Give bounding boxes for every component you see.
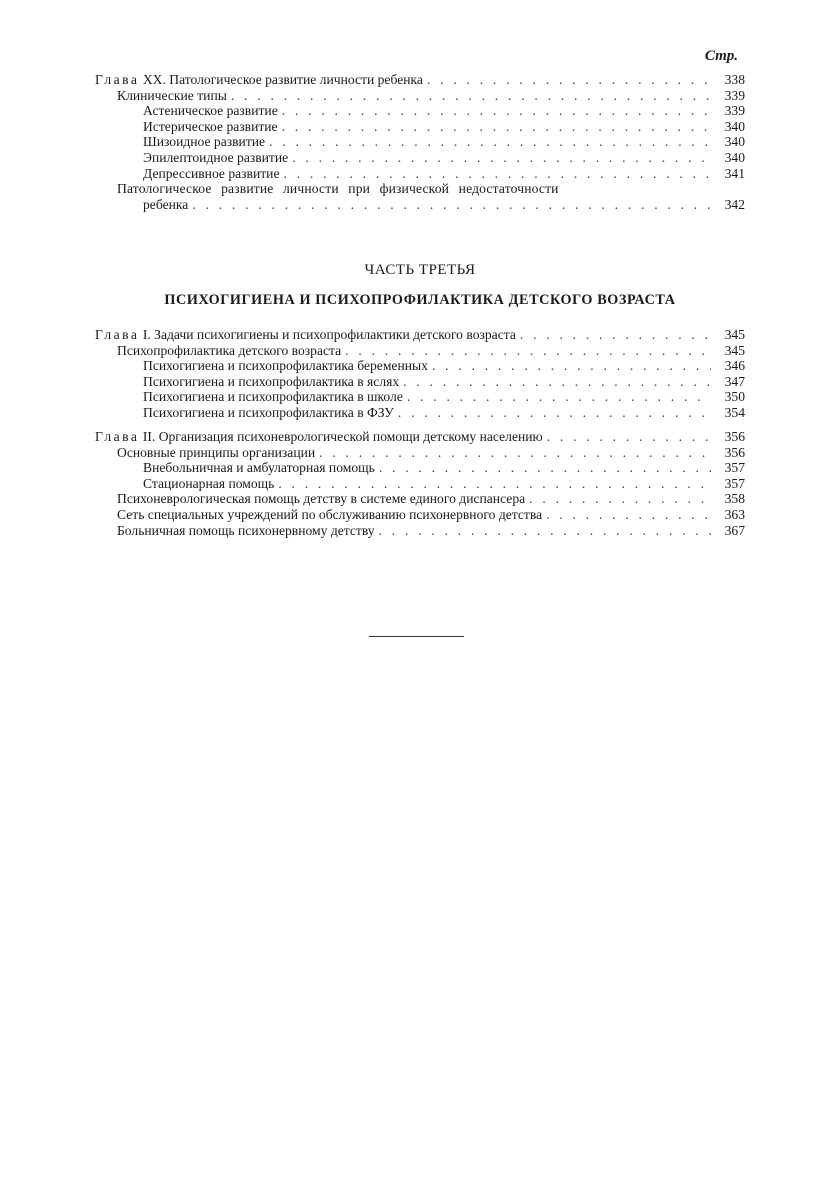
- toc-page-number: 340: [724, 149, 745, 165]
- toc-entry-title: Психоневрологическая помощь детству в системе единого диспансера: [117, 491, 526, 507]
- toc-entry: [95, 150, 745, 166]
- toc-entry: [95, 523, 745, 539]
- toc-entry: [95, 88, 745, 104]
- toc-entry-title: Депрессивное развитие: [143, 165, 280, 181]
- toc-page-number: 354: [724, 404, 745, 420]
- toc-entry: [95, 103, 745, 119]
- toc-entry-title: ребенка: [143, 196, 189, 212]
- toc-page-number: 358: [724, 491, 745, 507]
- toc-entry: [95, 358, 745, 374]
- toc-page-number: 340: [724, 134, 745, 150]
- toc-entry-title: Сеть специальных учреждений по обслуживанию психонервного детства: [117, 506, 543, 522]
- toc-entry-title: XX. Патологическое развитие личности ребенка: [142, 72, 423, 87]
- leader-dots: [319, 445, 711, 461]
- toc-entry-title: Эпилептоидное развитие: [143, 149, 289, 165]
- chapter-prefix: Глава: [95, 72, 140, 87]
- toc-entry: [95, 445, 745, 461]
- toc-entry-title: Внебольничная и амбулаторная помощь: [143, 460, 375, 476]
- toc-entry: [95, 374, 745, 390]
- leader-dots: [379, 460, 711, 476]
- toc-block-chapter-ii: [95, 429, 745, 538]
- toc-entry-wrapped-line2: [95, 197, 745, 213]
- toc-page-number: 356: [724, 444, 745, 460]
- toc-page-number: 339: [724, 103, 745, 119]
- toc-entry-title: Психогигиена и психопрофилактика в ФЗУ: [143, 404, 394, 420]
- toc-entry-title: Больничная помощь психонервному детству: [117, 522, 375, 538]
- toc-page-number: 342: [724, 196, 745, 212]
- leader-dots: [546, 507, 711, 523]
- leader-dots: [427, 72, 711, 88]
- toc-entry-title: Психогигиена и психопрофилактика беременных: [143, 358, 428, 374]
- toc-entry-title: Шизоидное развитие: [143, 134, 266, 150]
- leader-dots: [192, 197, 711, 213]
- toc-entry-title: II. Организация психоневрологической помощи детскому населению: [142, 429, 543, 444]
- leader-dots: [547, 429, 711, 445]
- leader-dots: [379, 523, 711, 539]
- toc-entry-title: Психогигиена и психопрофилактика в яслях: [143, 373, 400, 389]
- leader-dots: [432, 358, 711, 374]
- toc-page-number: 341: [724, 165, 745, 181]
- toc-entry: [95, 166, 745, 182]
- toc-page-number: 340: [724, 118, 745, 134]
- toc-chapter-entry: [95, 429, 745, 445]
- toc-entry-wrapped-line1: Патологическое развитие личности при физической недостаточности: [117, 181, 559, 197]
- toc-page-number: 356: [724, 429, 745, 444]
- toc-entry: [95, 134, 745, 150]
- toc-entry-title: Психопрофилактика детского возраста: [117, 342, 342, 358]
- leader-dots: [282, 103, 711, 119]
- section-title: ПСИХОГИГИЕНА И ПСИХОПРОФИЛАКТИКА ДЕТСКОГО ВОЗРАСТА: [164, 292, 676, 308]
- toc-page-number: 357: [724, 475, 745, 491]
- toc-entry-title: I. Задачи психогигиены и психопрофилактики детского возраста: [142, 327, 516, 342]
- toc-entry: [95, 119, 745, 135]
- toc-entry-title: Истерическое развитие: [143, 118, 278, 134]
- toc-entry: [95, 405, 745, 421]
- toc-page-number: 363: [724, 506, 745, 522]
- toc-chapter-entry: [95, 327, 745, 343]
- leader-dots: [407, 389, 711, 405]
- toc-entry: [95, 460, 745, 476]
- toc-page-number: 347: [724, 373, 745, 389]
- toc-entry-title: Астеническое развитие: [143, 103, 278, 119]
- part-title: ЧАСТЬ ТРЕТЬЯ: [364, 262, 476, 278]
- toc-page-number: 338: [724, 72, 745, 87]
- leader-dots: [269, 134, 711, 150]
- toc-entry-title: Психогигиена и психопрофилактика в школе: [143, 389, 403, 405]
- toc-page-number: 346: [724, 358, 745, 374]
- leader-dots: [231, 88, 711, 104]
- toc-page-number: 339: [724, 87, 745, 103]
- leader-dots: [345, 343, 711, 359]
- toc-entry: [95, 389, 745, 405]
- chapter-prefix: Глава: [95, 429, 140, 444]
- toc-page-number: 367: [724, 522, 745, 538]
- closing-rule: [369, 636, 464, 637]
- page-column-label: Стр.: [704, 48, 738, 64]
- toc-chapter-entry: [95, 72, 745, 88]
- toc-entry-title: Стационарная помощь: [143, 475, 275, 491]
- leader-dots: [292, 150, 711, 166]
- leader-dots: [282, 119, 711, 135]
- leader-dots: [278, 476, 711, 492]
- toc-entry: [95, 343, 745, 359]
- toc-entry: [95, 507, 745, 523]
- chapter-prefix: Глава: [95, 327, 140, 342]
- leader-dots: [520, 327, 711, 343]
- leader-dots: [284, 166, 712, 182]
- leader-dots: [529, 491, 711, 507]
- toc-page-number: 357: [724, 460, 745, 476]
- toc-page-number: 350: [724, 389, 745, 405]
- toc-page-number: 345: [724, 327, 745, 342]
- leader-dots: [403, 374, 711, 390]
- toc-entry-title: Основные принципы организации: [117, 444, 316, 460]
- toc-page-number: 345: [724, 342, 745, 358]
- toc-entry-title: Клинические типы: [117, 87, 227, 103]
- leader-dots: [398, 405, 711, 421]
- toc-block-chapter-xx: [95, 72, 745, 212]
- toc-entry: [95, 491, 745, 507]
- toc-block-chapter-i: [95, 327, 745, 421]
- toc-entry: [95, 476, 745, 492]
